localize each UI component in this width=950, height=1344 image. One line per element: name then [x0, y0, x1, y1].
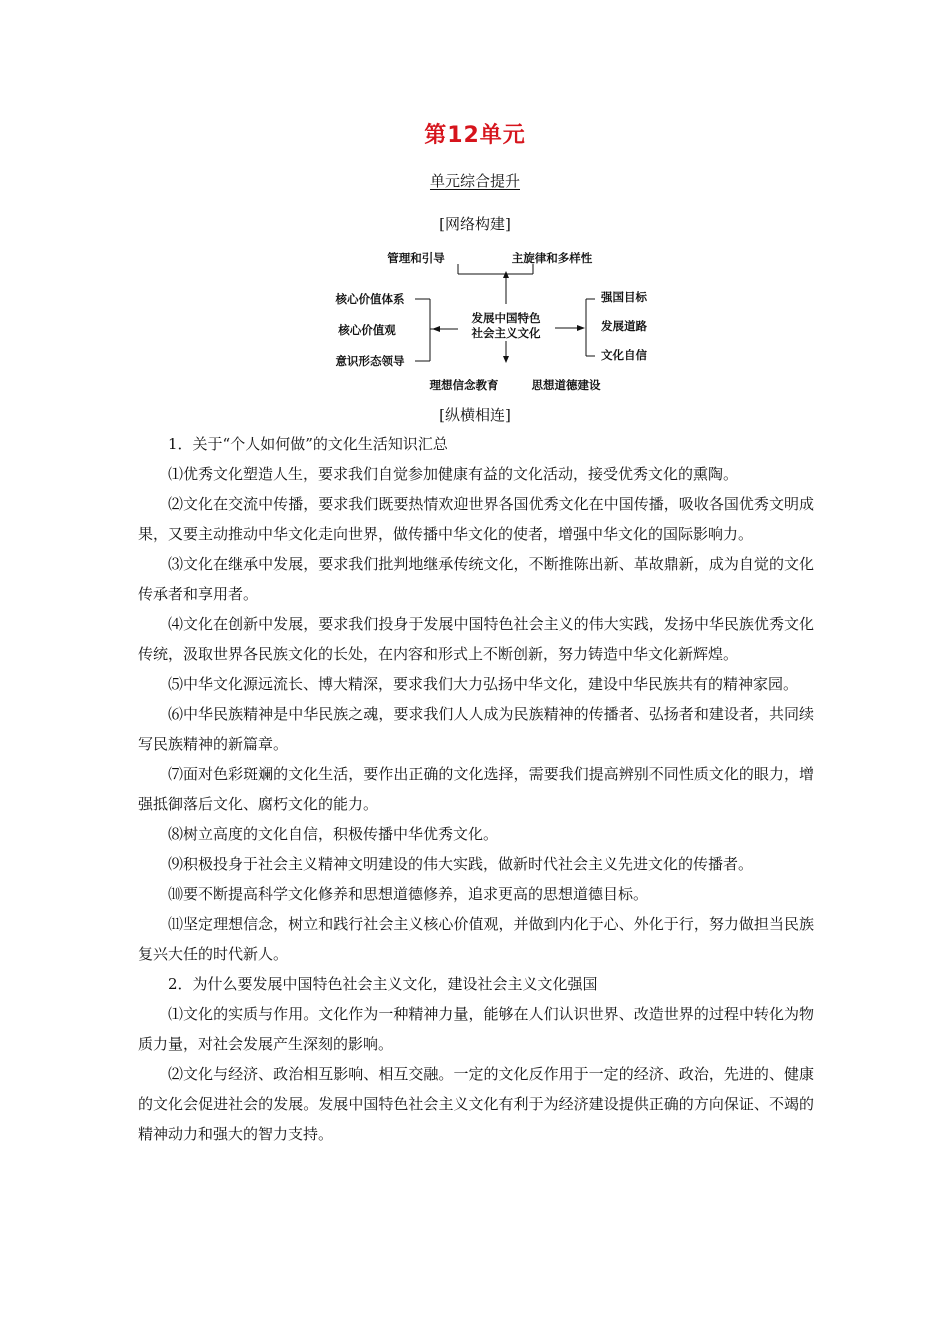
section-network-heading: [网络构建]: [439, 215, 511, 233]
paragraph: ⑻树立高度的文化自信，积极传播中华优秀文化。: [168, 825, 499, 843]
paragraph: ⑹中华民族精神是中华民族之魂，要求我们人人成为民族精神的传播者、弘扬者和建设者，共同续写民族精神的新篇章。: [138, 705, 814, 753]
diagram-bottom-right-label: 思想道德建设: [531, 378, 601, 392]
paragraph: ⑶文化在继承中发展，要求我们批判地继承传统文化，不断推陈出新、革故鼎新，成为自觉的文化传承者和享用者。: [138, 555, 814, 603]
paragraph: ⑾坚定理想信念，树立和践行社会主义核心价值观，并做到内化于心、外化于行，努力做担当民族复兴大任的时代新人。: [138, 915, 814, 963]
paragraph: ⑷文化在创新中发展，要求我们投身于发展中国特色社会主义的伟大实践，发扬中华民族优秀文化传统，汲取世界各民族文化的长处，在内容和形式上不断创新，努力铸造中华文化新辉煌。: [138, 615, 814, 663]
diagram-left-label-1: 核心价值体系: [335, 292, 405, 306]
diagram-bottom-left-label: 理想信念教育: [429, 378, 499, 392]
diagram-center-label-line1: 发展中国特色: [471, 311, 541, 325]
body-text: [138, 429, 814, 1149]
paragraph: ⑺面对色彩斑斓的文化生活，要作出正确的文化选择，需要我们提高辨别不同性质文化的眼力，增强抵御落后文化、腐朽文化的能力。: [138, 765, 814, 813]
diagram-right-label-3: 文化自信: [601, 348, 647, 362]
diagram-top-right-label: 主旋律和多样性: [511, 251, 593, 265]
concept-map-diagram: [318, 244, 678, 396]
diagram-right-label-2: 发展道路: [601, 319, 647, 333]
section-connections-heading: [纵横相连]: [439, 406, 511, 424]
paragraph: ⑸中华文化源远流长、博大精深，要求我们大力弘扬中华文化，建设中华民族共有的精神家园。: [168, 675, 799, 693]
unit-title: 第12单元: [424, 123, 526, 148]
paragraph: ⑽要不断提高科学文化修养和思想道德修养，追求更高的思想道德目标。: [168, 885, 649, 903]
diagram-right-label-1: 强国目标: [601, 290, 647, 304]
unit-subtitle: 单元综合提升: [429, 172, 520, 190]
heading-item-1: 1．关于“个人如何做”的文化生活知识汇总: [168, 435, 448, 453]
paragraph: ⑴文化的实质与作用。文化作为一种精神力量，能够在人们认识世界、改造世界的过程中转化为物质力量，对社会发展产生深刻的影响。: [138, 1005, 814, 1053]
paragraph: ⑵文化在交流中传播，要求我们既要热情欢迎世界各国优秀文化在中国传播，吸收各国优秀文明成果，又要主动推动中华文化走向世界，做传播中华文化的使者，增强中华文化的国际影响力。: [138, 495, 814, 543]
diagram-left-label-3: 意识形态领导: [335, 354, 405, 368]
paragraph: ⑴优秀文化塑造人生，要求我们自觉参加健康有益的文化活动，接受优秀文化的熏陶。: [168, 465, 739, 483]
paragraph: ⑼积极投身于社会主义精神文明建设的伟大实践，做新时代社会主义先进文化的传播者。: [168, 855, 754, 873]
paragraph: ⑵文化与经济、政治相互影响、相互交融。一定的文化反作用于一定的经济、政治，先进的、健康的文化会促进社会的发展。发展中国特色社会主义文化有利于为经济建设提供正确的方向保证、不竭的精神动力和强大的智力支持。: [138, 1065, 814, 1143]
diagram-center-label-line2: 社会主义文化: [471, 326, 541, 340]
diagram-top-left-label: 管理和引导: [387, 251, 445, 265]
diagram-left-label-2: 核心价值观: [338, 323, 396, 337]
heading-item-2: 2．为什么要发展中国特色社会主义文化，建设社会主义文化强国: [168, 975, 598, 993]
